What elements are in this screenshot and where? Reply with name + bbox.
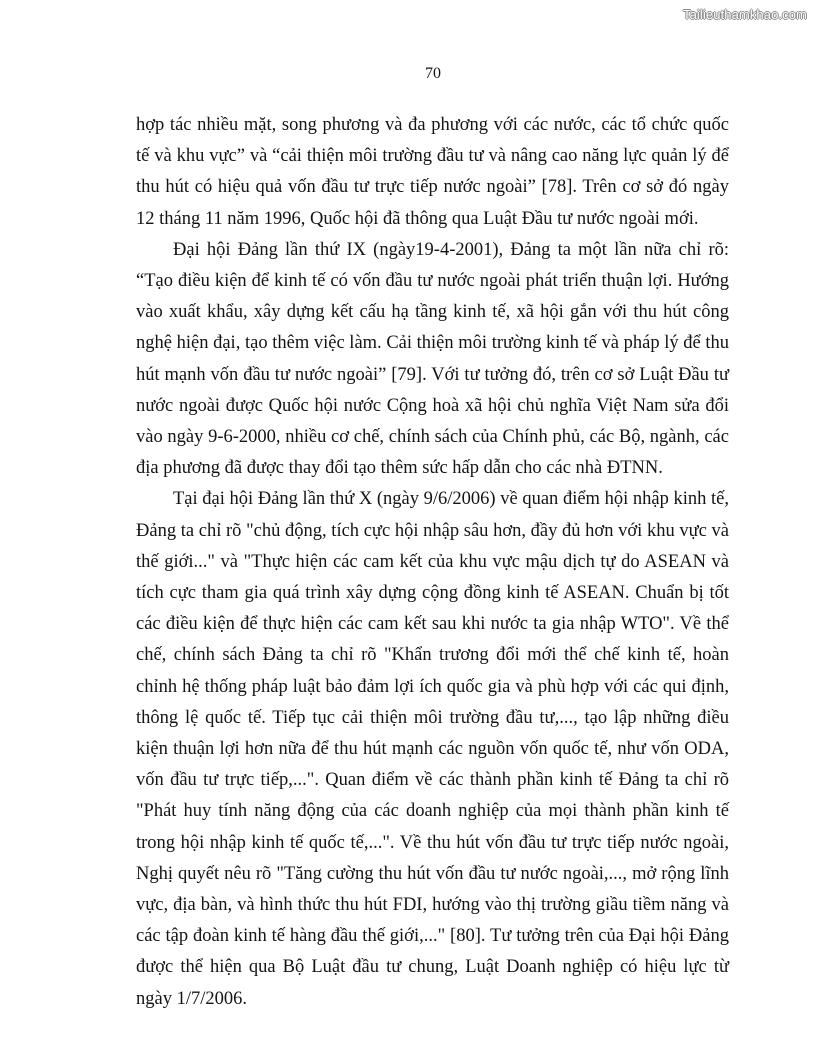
paragraph-1-continued: hợp tác nhiều mặt, song phương và đa phương với các nước, các tổ chức quốc tế và khu vực” và “cải thiện môi trường đầu tư và nâng cao năng lực quản lý để thu hút có hiệu quả vốn đầu tư trực tiếp nước ngoài” [78]. Trên cơ sở đó ngày 12 tháng 11 năm 1996, Quốc hội đã thông qua Luật Đầu tư nước ngoài mới. — [136, 115, 729, 229]
page-number: 70 — [425, 65, 441, 82]
paragraph-2-congress-ix: Đại hội Đảng lần thứ IX (ngày19-4-2001), Đảng ta một lần nữa chỉ rõ: “Tạo điều kiện để kinh tế có vốn đầu tư nước ngoài phát triển thuận lợi. Hướng vào xuất khẩu, xây dựng kết cấu hạ tầng kinh tế, xã hội gắn với thu hút công nghệ hiện đại, tạo thêm việc làm. Cải thiện môi trường kinh tế và pháp lý để thu hút mạnh vốn đầu tư nước ngoài” [79]. Với tư tưởng đó, trên cơ sở Luật Đầu tư nước ngoài được Quốc hội nước Cộng hoà xã hội chủ nghĩa Việt Nam sửa đổi vào ngày 9-6-2000, nhiều cơ chế, chính sách của Chính phủ, các Bộ, ngành, các địa phương đã được thay đổi tạo thêm sức hấp dẫn cho các nhà ĐTNN. — [136, 239, 729, 479]
paragraph-3-congress-x: Tại đại hội Đảng lần thứ X (ngày 9/6/2006) về quan điểm hội nhập kinh tế, Đảng ta chỉ rõ "chủ động, tích cực hội nhập sâu hơn, đầy đủ hơn với khu vực và thế giới..." và "Thực hiện các cam kết của khu vực mậu dịch tự do ASEAN và tích cực tham gia quá trình xây dựng cộng đồng kinh tế ASEAN. Chuẩn bị tốt các điều kiện để thực hiện các cam kết sau khi nước ta gia nhập WTO". Về thể chế, chính sách Đảng ta chỉ rõ "Khẩn trương đổi mới thể chế kinh tế, hoàn chỉnh hệ thống pháp luật bảo đảm lợi ích quốc gia và phù hợp với các qui định, thông lệ quốc tế. Tiếp tục cải thiện môi trường đầu tư,..., tạo lập những điều kiện thuận lợi hơn nữa để thu hút mạnh các nguồn vốn quốc tế, như vốn ODA, vốn đầu tư trực tiếp,...". Quan điểm về các thành phần kinh tế Đảng ta chỉ rõ "Phát huy tính năng động của các doanh nghiệp của mọi thành phần kinh tế trong hội nhập kinh tế quốc tế,...". Về thu hút vốn đầu tư trực tiếp nước ngoài, Nghị quyết nêu rõ "Tăng cường thu hút vốn đầu tư nước ngoài,..., mở rộng lĩnh vực, địa bàn, và hình thức thu hút FDI, hướng vào thị trường giầu tiềm năng và các tập đoàn kinh tế hàng đầu thế giới,..." [80]. Tư tưởng trên của Đại hội Đảng được thể hiện qua Bộ Luật đầu tư chung, Luật Doanh nghiệp có hiệu lực từ ngày 1/7/2006. — [136, 489, 729, 1009]
document-body — [136, 110, 729, 1015]
site-watermark: Tailieuthamkhao.com — [682, 7, 807, 22]
